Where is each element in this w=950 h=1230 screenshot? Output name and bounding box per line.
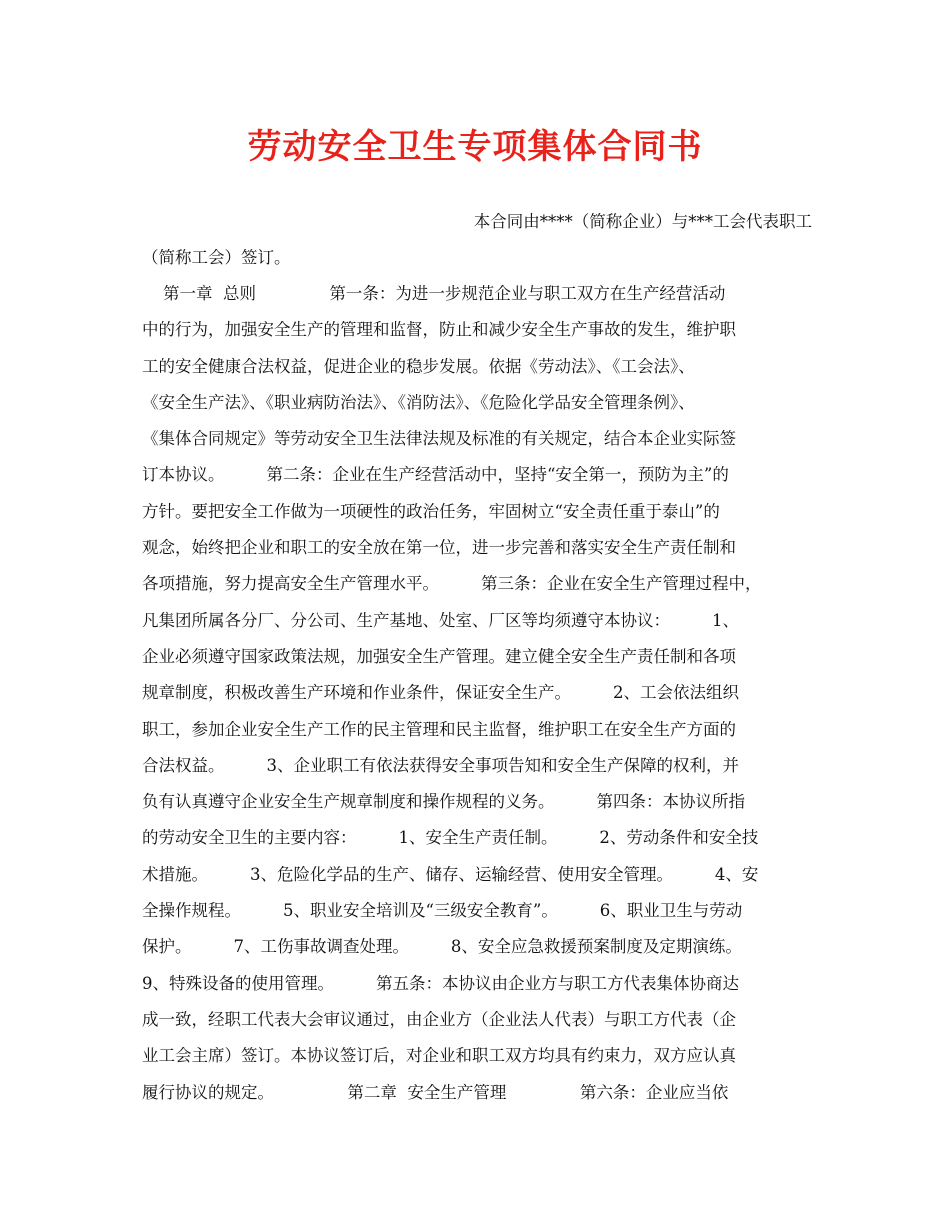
body-line: 观念，始终把企业和职工的安全放在第一位，进一步完善和落实安全生产责任制和	[142, 538, 736, 558]
body-line: 方针。要把安全工作做为一项硬性的政治任务，牢固树立“安全责任重于泰山”的	[142, 501, 720, 521]
intro-paragraph	[142, 204, 812, 276]
body-line: 凡集团所属各分厂、分公司、生产基地、处室、厂区等均须遵守本协议： 1、	[142, 610, 739, 630]
body-line: 各项措施，努力提高安全生产管理水平。 第三条：企业在安全生产管理过程中，	[142, 574, 762, 594]
body-line: 负有认真遵守企业安全生产规章制度和操作规程的义务。 第四条：本协议所指	[142, 792, 745, 812]
body-line: 订本协议。 第二条：企业在生产经营活动中，坚持“安全第一，预防为主”的	[142, 465, 729, 485]
body-line: 的劳动安全卫生的主要内容： 1、安全生产责任制。 2、劳动条件和安全技	[142, 828, 759, 848]
body-line: 规章制度，积极改善生产环境和作业条件，保证安全生产。 2、工会依法组织	[142, 683, 739, 703]
body-line: 中的行为，加强安全生产的管理和监督，防止和减少安全生产事故的发生，维护职	[142, 320, 736, 340]
body-line: 工的安全健康合法权益，促进企业的稳步发展。依据《劳动法》、《工会法》、	[142, 356, 695, 376]
document-title: 劳动安全卫生专项集体合同书	[247, 127, 703, 167]
body-line: 《集体合同规定》等劳动安全卫生法律法规及标准的有关规定，结合本企业实际签	[142, 429, 736, 449]
body-line: 企业必须遵守国家政策法规，加强安全生产管理。建立健全安全生产责任制和各项	[142, 646, 736, 666]
body-line: 成一致，经职工代表大会审议通过，由企业方（企业法人代表）与职工方代表（企	[142, 1009, 736, 1029]
body-line: 术措施。 3、危险化学品的生产、储存、运输经营、使用安全管理。 4、安	[142, 864, 759, 884]
body-line: 9、特殊设备的使用管理。 第五条：本协议由企业方与职工方代表集体协商达	[142, 973, 739, 993]
body-line: 履行协议的规定。 第二章 安全生产管理 第六条：企业应当依	[142, 1082, 729, 1102]
body-line: 保护。 7、工伤事故调查处理。 8、安全应急救援预案制度及定期演练。	[142, 937, 742, 957]
intro-line: （简称工会）签订。	[142, 248, 291, 267]
intro-line: 本合同由****（简称企业）与***工会代表职工	[473, 212, 812, 231]
body-line: 第一章 总则 第一条：为进一步规范企业与职工双方在生产经营活动	[142, 284, 726, 303]
body-text	[142, 276, 812, 1111]
body-line: 业工会主席）签订。本协议签订后，对企业和职工双方均具有约束力，双方应认真	[142, 1046, 736, 1066]
body-line: 合法权益。 3、企业职工有依法获得安全事项告知和安全生产保障的权利，并	[142, 755, 739, 775]
body-line: 《安全生产法》、《职业病防治法》、《消防法》、《危险化学品安全管理条例》、	[142, 392, 695, 412]
body-line: 职工，参加企业安全生产工作的民主管理和民主监督，维护职工在安全生产方面的	[142, 719, 736, 739]
body-line: 全操作规程。 5、职业安全培训及“三级安全教育”。 6、职业卫生与劳动	[142, 901, 743, 921]
